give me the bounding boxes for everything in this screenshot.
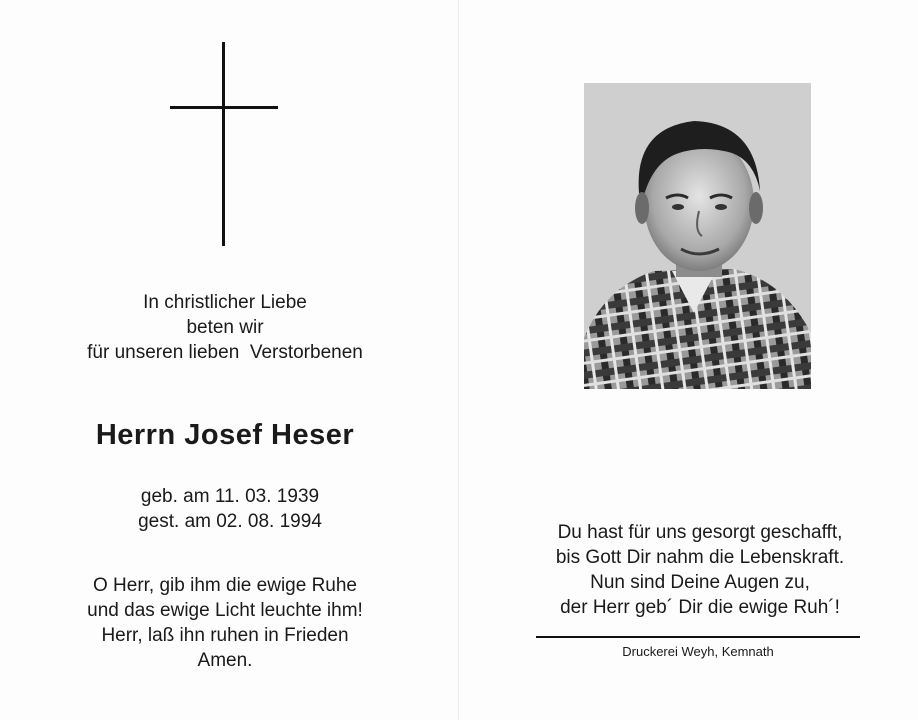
poem-line: bis Gott Dir nahm die Lebenskraft. [555, 547, 845, 568]
intro-text [60, 290, 390, 365]
fold-line [458, 0, 459, 720]
death-date: gest. am 02. 08. 1994 [138, 511, 322, 532]
life-dates [80, 484, 380, 534]
deceased-name: Herrn Josef Heser [95, 419, 355, 451]
poem-line: Nun sind Deine Augen zu, [590, 572, 810, 593]
prayer-line: Amen. [197, 650, 253, 671]
prayer-line: Herr, laß ihn ruhen in Frieden [101, 625, 349, 646]
intro-line: für unseren lieben Verstorbenen [87, 342, 363, 363]
divider-rule [536, 636, 860, 638]
poem-line: Du hast für uns gesorgt geschafft, [557, 522, 843, 543]
printer-credit: Druckerei Weyh, Kemnath [622, 644, 774, 659]
poem-line: der Herr geb´ Dir die ewige Ruh´! [560, 597, 840, 618]
intro-line: beten wir [186, 317, 264, 338]
prayer-line: und das ewige Licht leuchte ihm! [87, 600, 363, 621]
portrait-photo-svg [584, 83, 811, 389]
prayer-line: O Herr, gib ihm die ewige Ruhe [92, 575, 357, 596]
portrait-photo [584, 83, 811, 389]
intro-line: In christlicher Liebe [143, 292, 307, 313]
birth-date: geb. am 11. 03. 1939 [140, 486, 320, 507]
prayer-text [40, 573, 410, 673]
cross-icon [170, 42, 280, 246]
poem-text [520, 520, 880, 620]
